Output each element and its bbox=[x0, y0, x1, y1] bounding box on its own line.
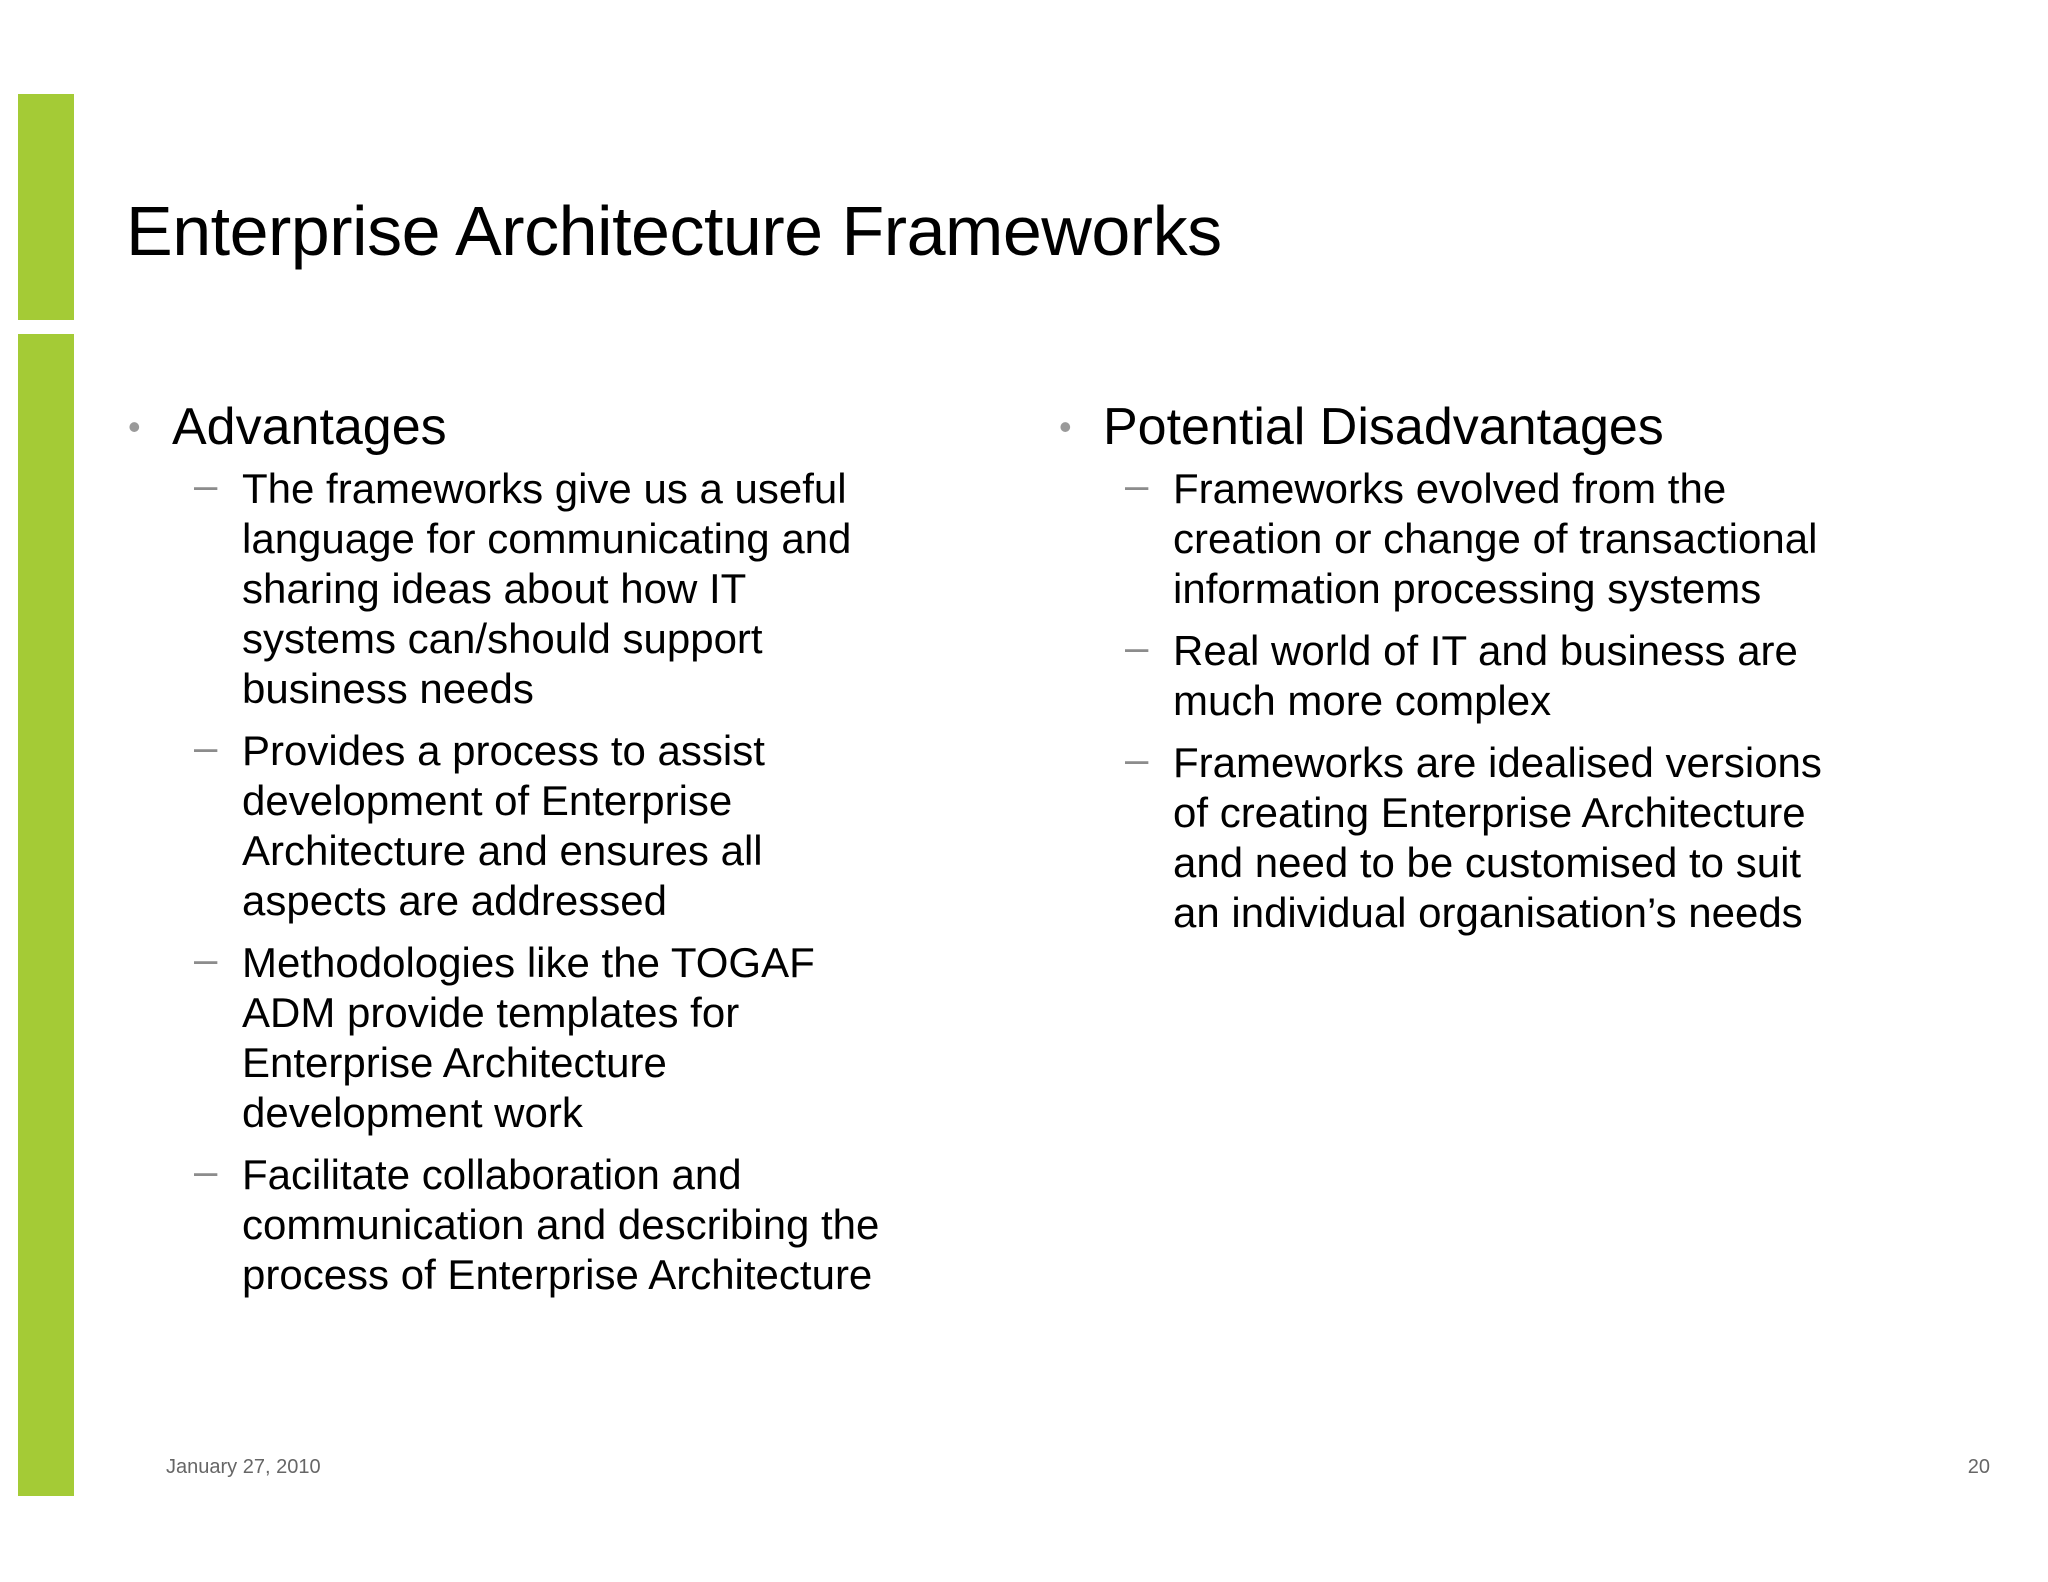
list-item-line: development of Enterprise bbox=[242, 777, 733, 824]
dash-icon: – bbox=[194, 1147, 218, 1194]
list-item bbox=[126, 1147, 1006, 1300]
list-item-line: of creating Enterprise Architecture bbox=[1173, 789, 1806, 836]
list-item-line: communication and describing the bbox=[242, 1201, 880, 1248]
advantages-list bbox=[126, 461, 1006, 1300]
accent-bar-top bbox=[18, 94, 74, 320]
dash-icon: – bbox=[1125, 461, 1149, 508]
dash-icon: – bbox=[1125, 623, 1149, 670]
list-item bbox=[126, 461, 1006, 714]
dash-icon: – bbox=[194, 723, 218, 770]
list-item-line: and need to be customised to suit bbox=[1173, 839, 1802, 886]
list-item-line: an individual organisation’s needs bbox=[1173, 889, 1803, 936]
list-item-line: Frameworks are idealised versions bbox=[1173, 739, 1822, 786]
list-item bbox=[1057, 623, 1957, 726]
dash-icon: – bbox=[1125, 735, 1149, 782]
list-item-line: Real world of IT and business are bbox=[1173, 627, 1798, 674]
list-item-line: Enterprise Architecture bbox=[242, 1039, 667, 1086]
list-item bbox=[126, 935, 1006, 1138]
list-item-line: much more complex bbox=[1173, 677, 1552, 724]
list-item-line: development work bbox=[242, 1089, 583, 1136]
list-item-line: process of Enterprise Architecture bbox=[242, 1251, 873, 1298]
disadvantages-column bbox=[1057, 392, 1957, 938]
disadvantages-heading-row bbox=[1057, 392, 1957, 462]
list-item-line: ADM provide templates for bbox=[242, 989, 740, 1036]
accent-bar-bottom bbox=[18, 334, 74, 1496]
disadvantages-heading: Potential Disadvantages bbox=[1103, 398, 1664, 456]
list-item-line: The frameworks give us a useful bbox=[242, 465, 847, 512]
list-item-line: Frameworks evolved from the bbox=[1173, 465, 1727, 512]
slide-title: Enterprise Architecture Frameworks bbox=[126, 192, 1222, 270]
list-item-line: creation or change of transactional bbox=[1173, 515, 1818, 562]
bullet-dot-icon: • bbox=[128, 406, 141, 447]
dash-icon: – bbox=[194, 461, 218, 508]
list-item-line: sharing ideas about how IT bbox=[242, 565, 747, 612]
advantages-heading: Advantages bbox=[172, 398, 447, 456]
list-item bbox=[1057, 461, 1957, 614]
list-item-line: Methodologies like the TOGAF bbox=[242, 939, 815, 986]
list-item-line: Facilitate collaboration and bbox=[242, 1151, 742, 1198]
list-item bbox=[126, 723, 1006, 926]
list-item-line: Provides a process to assist bbox=[242, 727, 765, 774]
list-item bbox=[1057, 735, 1957, 938]
page-number: 20 bbox=[1967, 1456, 1990, 1478]
bullet-dot-icon: • bbox=[1059, 406, 1072, 447]
list-item-line: systems can/should support bbox=[242, 615, 763, 662]
footer-date: January 27, 2010 bbox=[166, 1456, 321, 1478]
list-item-line: Architecture and ensures all bbox=[242, 827, 763, 874]
disadvantages-list bbox=[1057, 461, 1957, 938]
list-item-line: business needs bbox=[242, 665, 534, 712]
list-item-line: language for communicating and bbox=[242, 515, 852, 562]
advantages-column bbox=[126, 392, 1006, 1300]
list-item-line: information processing systems bbox=[1173, 565, 1762, 612]
list-item-line: aspects are addressed bbox=[242, 877, 667, 924]
advantages-heading-row bbox=[126, 392, 1006, 462]
dash-icon: – bbox=[194, 935, 218, 982]
